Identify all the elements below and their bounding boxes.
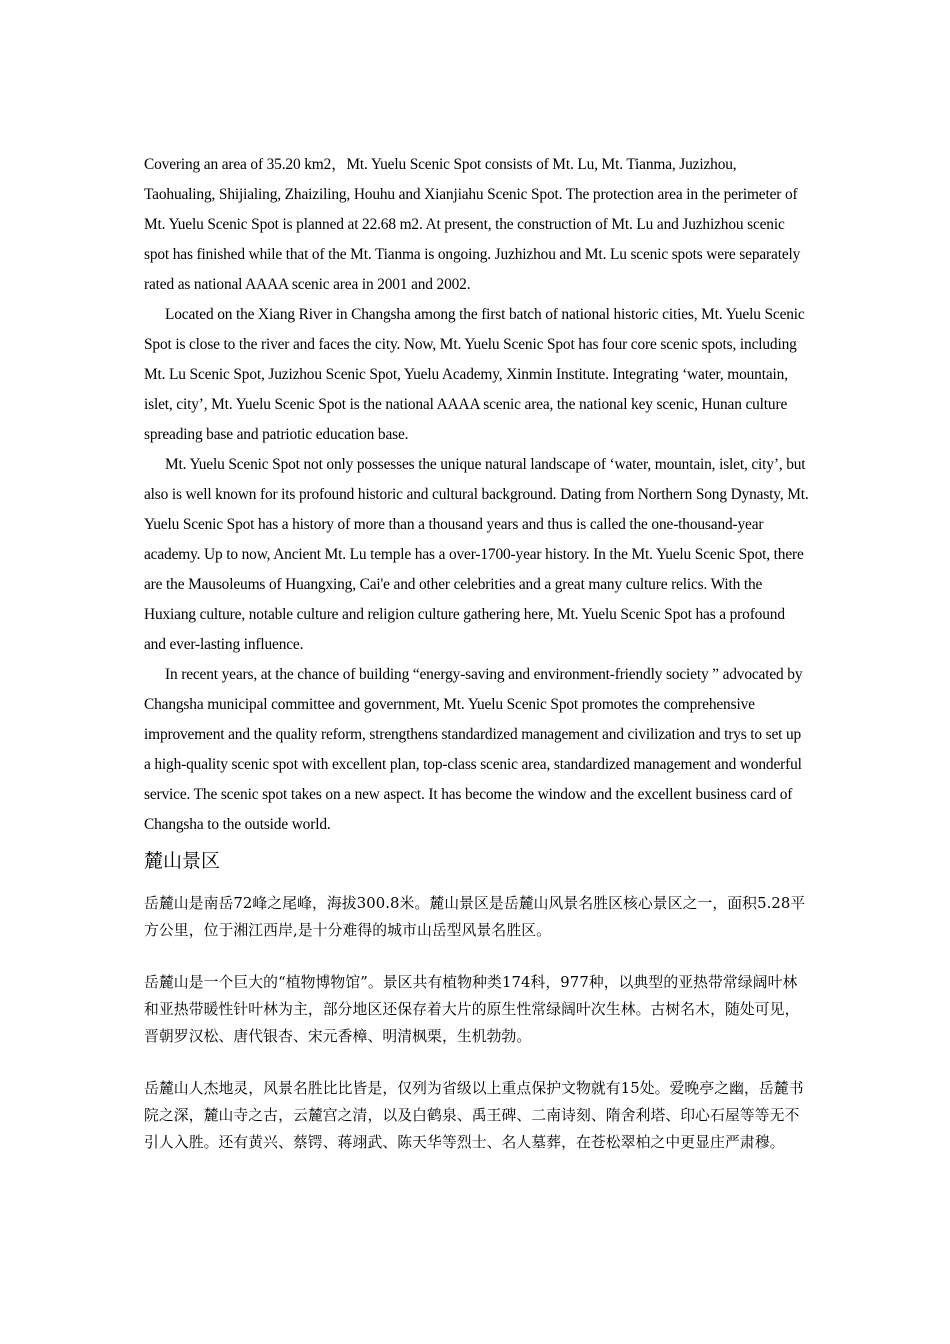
section-heading: 麓山景区: [144, 850, 221, 872]
chinese-paragraph-2: 岳麓山是一个巨大的“植物博物馆”。景区共有植物种类174科，977种，以典型的亚热带常绿阔叶林和亚热带暖性针叶林为主，部分地区还保存着大片的原生性常绿阔叶次生林。古树名木，随处可见，晋朝罗汉松、唐代银杏、宋元香樟、明清枫栗，生机勃勃。: [144, 974, 800, 1045]
english-paragraph-3: Mt. Yuelu Scenic Spot not only possesses the unique natural landscape of ‘water, mountain, islet, city’, but also is well known for its profound historic and cultural background. Dating from Northern Song Dynasty, Mt. Yuelu Scenic Spot has a history of more than a thousand years and thus is called the one-thousand-year academy. Up to now, Ancient Mt. Lu temple has a over-1700-year history. In the Mt. Yuelu Scenic Spot, there are the Mausoleums of Huangxing, Cai'e and other celebrities and a great many culture relics. With the Huxiang culture, notable culture and religion culture gathering here, Mt. Yuelu Scenic Spot has a profound and ever-lasting influence.: [144, 456, 809, 653]
chinese-paragraph-1: 岳麓山是南岳72峰之尾峰，海拔300.8米。麓山景区是岳麓山风景名胜区核心景区之一，面积5.28平方公里，位于湘江西岸,是十分难得的城市山岳型风景名胜区。: [144, 895, 806, 939]
chinese-section: [144, 890, 810, 1156]
english-paragraph-2: Located on the Xiang River in Changsha among the first batch of national historic cities, Mt. Yuelu Scenic Spot is close to the river and faces the city. Now, Mt. Yuelu Scenic Spot has four core scenic spots, including Mt. Lu Scenic Spot, Juzizhou Scenic Spot, Yuelu Academy, Xinmin Institute. Integrating ‘water, mountain, islet, city’, Mt. Yuelu Scenic Spot is the national AAAA scenic area, the national key scenic, Hunan culture spreading base and patriotic education base.: [144, 306, 805, 443]
english-paragraph-1: Covering an area of 35.20 km2，Mt. Yuelu Scenic Spot consists of Mt. Lu, Mt. Tianma, Juzizhou, Taohualing, Shijialing, Zhaiziling, Houhu and Xianjiahu Scenic Spot. The protection area in the perimeter of Mt. Yuelu Scenic Spot is planned at 22.68 m2. At present, the construction of Mt. Lu and Juzhizhou scenic spot has finished while that of the Mt. Tianma is ongoing. Juzhizhou and Mt. Lu scenic spots were separately rated as national AAAA scenic area in 2001 and 2002.: [144, 156, 801, 293]
english-paragraph-4: In recent years, at the chance of building “energy-saving and environment-friendly society ” advocated by Changsha municipal committee and government, Mt. Yuelu Scenic Spot promotes the comprehensive improvement and the quality reform, strengthens standardized management and civilization and trys to set up a high-quality scenic spot with excellent plan, top-class scenic area, standardized management and wonderful service. The scenic spot takes on a new aspect. It has become the window and the excellent business card of Changsha to the outside world.: [144, 666, 803, 833]
english-section: [144, 150, 810, 840]
chinese-paragraph-3: 岳麓山人杰地灵，风景名胜比比皆是，仅列为省级以上重点保护文物就有15处。爱晚亭之幽，岳麓书院之深，麓山寺之古，云麓宫之清，以及白鹤泉、禹王碑、二南诗刻、隋舍利塔、印心石屋等等无不引人入胜。还有黄兴、蔡锷、蒋翊武、陈天华等烈士、名人墓葬，在苍松翠柏之中更显庄严肃穆。: [144, 1080, 804, 1151]
document-page: [144, 150, 810, 1156]
